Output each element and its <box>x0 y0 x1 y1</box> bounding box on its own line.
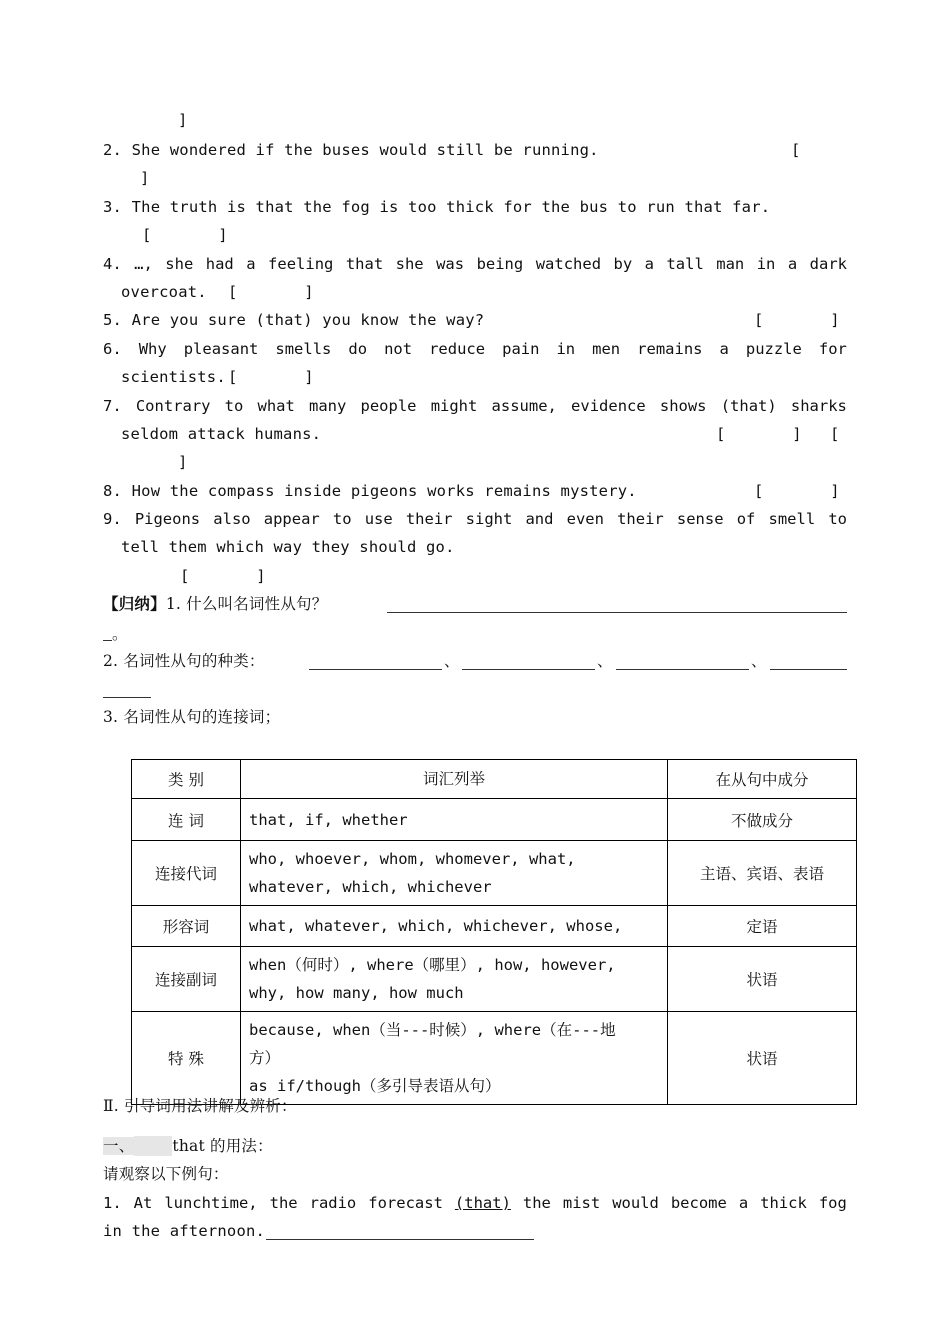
table-header-row <box>132 760 857 799</box>
answer-bracket: [ ] <box>754 482 840 500</box>
exercise-7-line2: seldom attack humans. <box>121 425 322 443</box>
cell-words-line: because, when（当---时候）, where（在---地 <box>249 1021 616 1039</box>
cell-category: 形容词 <box>132 906 241 947</box>
exercise-5: 5. Are you sure (that) you know the way? <box>103 311 485 329</box>
answer-bracket-open: [ <box>791 141 801 159</box>
cell-category: 特 殊 <box>132 1012 241 1105</box>
header-words: 词汇列举 <box>241 760 668 799</box>
exercise-4-line2: overcoat. <box>121 283 207 301</box>
cell-words-line: as if/though（多引导表语从句） <box>249 1077 501 1095</box>
answer-blank[interactable] <box>387 612 847 613</box>
cell-role: 状语 <box>668 947 857 1012</box>
answer-blank[interactable] <box>616 669 749 670</box>
exercise-8: 8. How the compass inside pigeons works remains mystery. <box>103 482 637 500</box>
observe-instruction: 请观察以下例句： <box>103 1165 229 1183</box>
table-row <box>132 841 857 906</box>
answer-blank[interactable] <box>462 669 595 670</box>
answer-blank[interactable] <box>103 640 112 641</box>
exercise-9-line2: tell them which way they should go. <box>121 538 455 556</box>
answer-bracket-close: ] <box>178 111 188 129</box>
table-row <box>132 947 857 1012</box>
exercise-6-line1: 6. Why pleasant smells do not reduce pain in men remains a puzzle for <box>103 340 847 358</box>
cell-category: 连 词 <box>132 799 241 841</box>
that-underlined: (that) <box>454 1194 511 1212</box>
summary-q1-end: 。 <box>112 625 128 643</box>
answer-bracket: [ ] <box>228 283 314 301</box>
section-2-title: Ⅱ. 引导词用法讲解及辨析： <box>103 1097 297 1115</box>
answer-blank[interactable] <box>309 669 442 670</box>
cell-words-line: who, whoever, whom, whomever, what, <box>249 850 576 868</box>
example-1-line2: in the afternoon. <box>103 1222 266 1240</box>
cell-words-line: whatever, which, whichever <box>249 878 492 896</box>
cell-role: 主语、宾语、表语 <box>668 841 857 906</box>
answer-blank[interactable] <box>266 1239 534 1240</box>
exercise-3: 3. The truth is that the fog is too thick for the bus to run that far. <box>103 198 771 216</box>
summary-q2: 2. 名词性从句的种类： <box>103 652 265 670</box>
connectives-table <box>131 759 857 1105</box>
separator: 、 <box>751 652 767 670</box>
cell-words-line: 方） <box>249 1049 281 1067</box>
answer-bracket: [ ] <box>180 567 266 585</box>
cell-words <box>241 947 668 1012</box>
answer-bracket: [ ] <box>716 425 802 443</box>
cell-role: 状语 <box>668 1012 857 1105</box>
table-row <box>132 906 857 947</box>
exercise-4-line1: 4. …, she had a feeling that she was being watched by a tall man in a dark <box>103 255 847 273</box>
answer-bracket-close: ] <box>178 453 188 471</box>
table-row <box>132 799 857 841</box>
cell-role: 定语 <box>668 906 857 947</box>
separator: 、 <box>597 652 613 670</box>
separator: 、 <box>444 652 460 670</box>
subsection-that: 一、 that 的用法： <box>103 1137 273 1155</box>
header-role: 在从句中成分 <box>668 760 857 799</box>
cell-words: that, if, whether <box>241 799 668 841</box>
example-1-line1: 1. At lunchtime, the radio forecast (that) the mist would become a thick fog <box>103 1194 847 1212</box>
cell-words-line: when（何时）, where（哪里）, how, however, <box>249 956 616 974</box>
cell-category: 连接代词 <box>132 841 241 906</box>
answer-blank[interactable] <box>770 669 847 670</box>
cell-words: what, whatever, which, whichever, whose, <box>241 906 668 947</box>
answer-bracket-close: ] <box>140 169 150 187</box>
cell-words <box>241 1012 668 1105</box>
cell-words <box>241 841 668 906</box>
cell-words-line: why, how many, how much <box>249 984 464 1002</box>
exercise-6-line2: scientists. <box>121 368 226 386</box>
table-row <box>132 1012 857 1105</box>
exercise-2: 2. She wondered if the buses would still be running. <box>103 141 599 159</box>
exercise-7-line1: 7. Contrary to what many people might assume, evidence shows (that) sharks <box>103 397 847 415</box>
answer-blank[interactable] <box>103 697 151 698</box>
answer-bracket: [ ] <box>228 368 314 386</box>
header-category: 类 别 <box>132 760 241 799</box>
exercise-9-line1: 9. Pigeons also appear to use their sight and even their sense of smell to <box>103 510 847 528</box>
cell-role: 不做成分 <box>668 799 857 841</box>
summary-q3: 3. 名词性从句的连接词； <box>103 708 281 726</box>
answer-bracket: [ ] <box>754 311 840 329</box>
answer-bracket: [ ] <box>142 226 228 244</box>
answer-bracket-open: [ <box>830 425 840 443</box>
summary-q1: 【归纳】1. 什么叫名词性从句？ <box>103 594 328 613</box>
cell-category: 连接副词 <box>132 947 241 1012</box>
